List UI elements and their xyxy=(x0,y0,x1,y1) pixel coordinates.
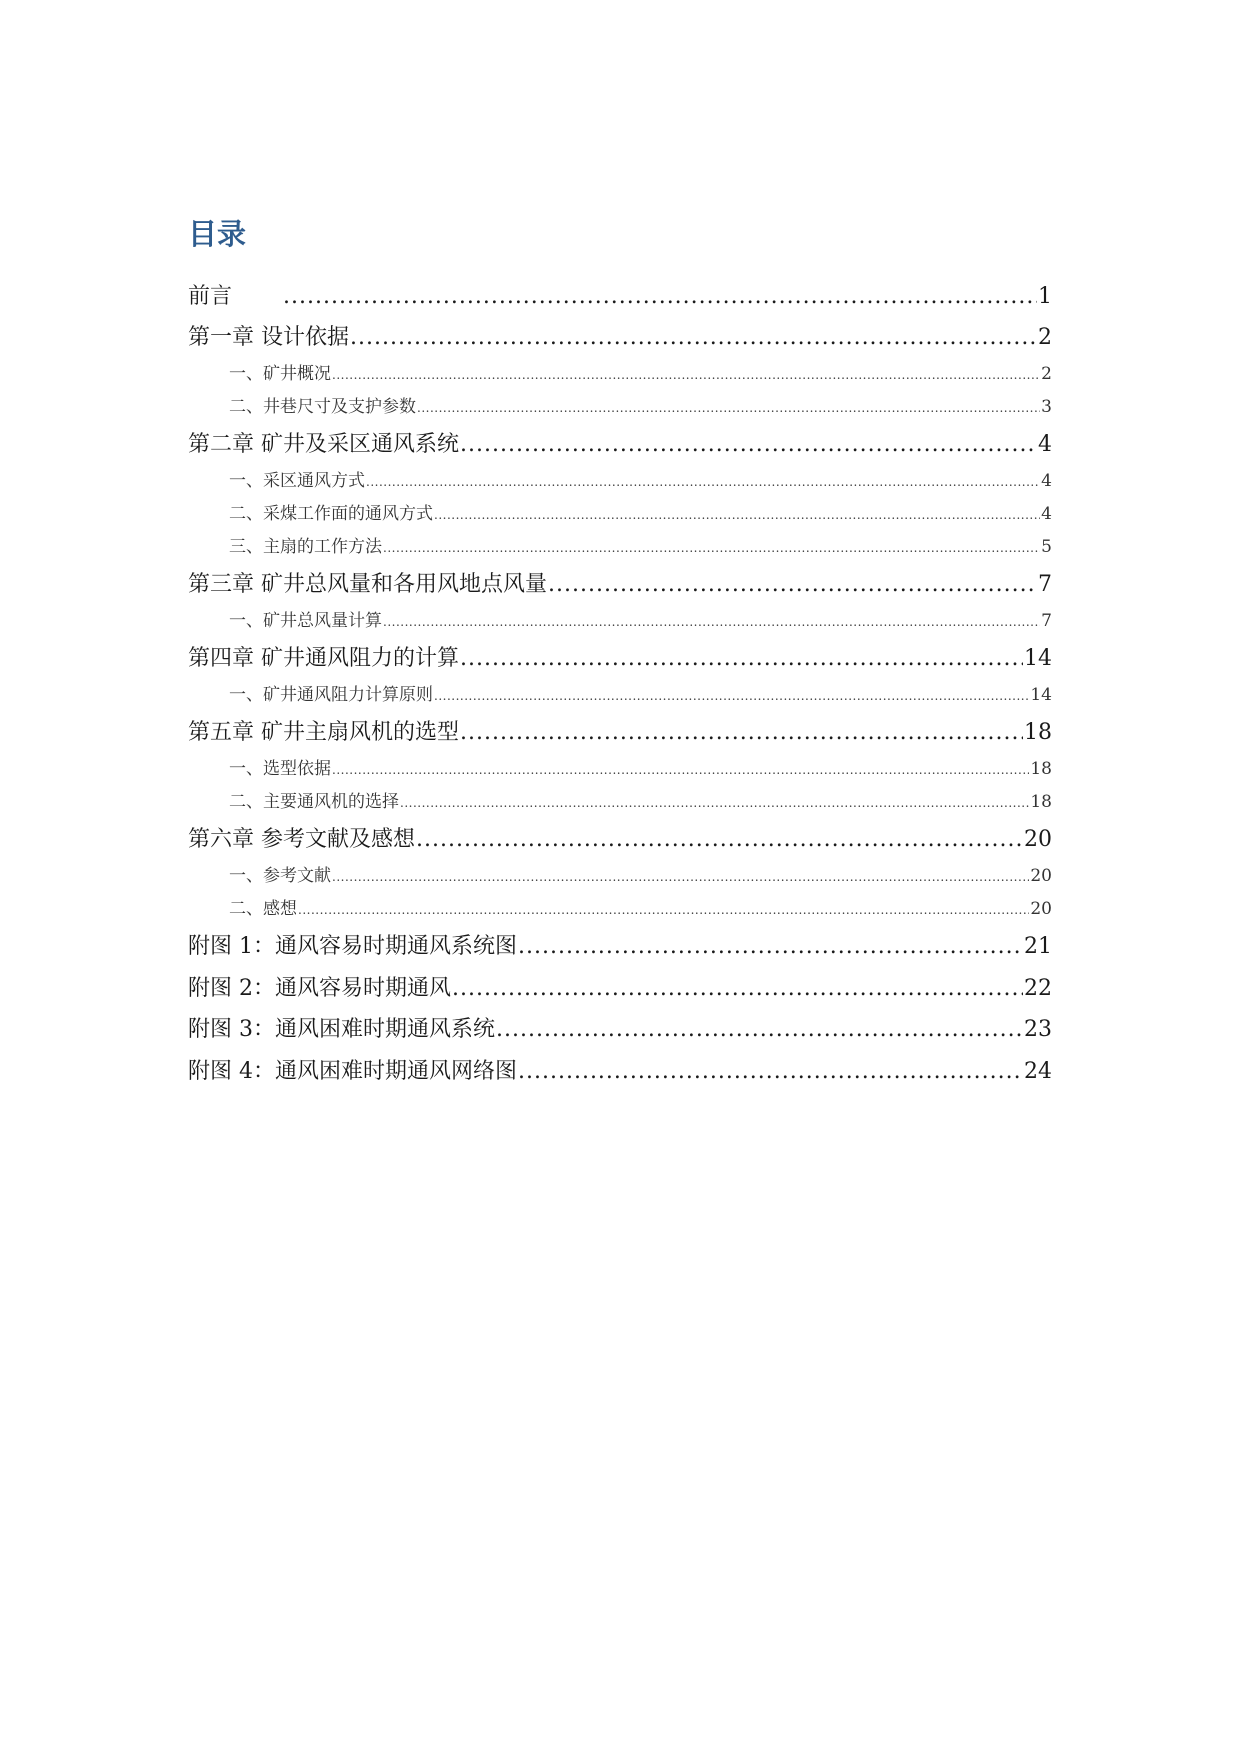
toc-page-number: 2 xyxy=(1038,325,1052,350)
toc-subentry[interactable] xyxy=(188,786,1052,819)
toc-subentry[interactable] xyxy=(188,860,1052,893)
toc-page-number: 20 xyxy=(1024,827,1052,852)
toc-page-number: 22 xyxy=(1024,975,1052,1001)
dot-leader xyxy=(332,754,1029,787)
dot-leader xyxy=(298,894,1029,927)
toc-entry-title: 第六章 参考文献及感想 xyxy=(188,827,415,852)
toc-entry[interactable] xyxy=(188,424,1052,465)
toc-page-number: 24 xyxy=(1024,1058,1052,1084)
toc-entry-title: 二、采煤工作面的通风方式 xyxy=(229,504,433,524)
toc-entry-title: 第五章 矿井主扇风机的选型 xyxy=(188,720,459,745)
toc-entry-title: 第四章 矿井通风阻力的计算 xyxy=(188,646,459,671)
toc-page-number: 2 xyxy=(1041,364,1052,384)
toc-entry-title: 附图 4：通风困难时期通风网络图 xyxy=(188,1058,517,1084)
toc-entry-title: 一、采区通风方式 xyxy=(229,471,365,491)
dot-leader xyxy=(434,680,1029,713)
toc-page-number: 14 xyxy=(1024,646,1052,671)
dot-leader xyxy=(416,819,1023,860)
toc-page-number: 18 xyxy=(1024,720,1052,745)
toc-subentry[interactable] xyxy=(188,531,1052,564)
toc-entry-title: 二、感想 xyxy=(229,899,297,919)
toc-entry-title: 附图 2：通风容易时期通风 xyxy=(188,975,451,1001)
toc-entry[interactable] xyxy=(188,968,1052,1010)
toc-page-number: 3 xyxy=(1041,397,1052,417)
toc-entry-title: 前言 xyxy=(188,284,233,309)
toc-entry-title: 一、矿井概况 xyxy=(229,364,331,384)
toc-page-number: 21 xyxy=(1024,934,1052,959)
toc-page-number: 14 xyxy=(1030,685,1052,705)
toc-title: 目录 xyxy=(188,217,247,251)
toc-page-number: 18 xyxy=(1030,759,1052,779)
toc-page-number: 1 xyxy=(1038,284,1052,309)
toc-page-number: 4 xyxy=(1041,504,1052,524)
dot-leader xyxy=(452,968,1023,1010)
toc-subentry[interactable] xyxy=(188,391,1052,424)
toc-subentry[interactable] xyxy=(188,893,1052,926)
dot-leader xyxy=(460,712,1023,753)
toc-entry[interactable] xyxy=(188,564,1052,605)
toc-entry-title: 三、主扇的工作方法 xyxy=(229,537,382,557)
toc-entry-title: 第三章 矿井总风量和各用风地点风量 xyxy=(188,572,547,597)
dot-leader xyxy=(548,564,1037,605)
toc-entry[interactable] xyxy=(188,819,1052,860)
toc-entry-title: 一、参考文献 xyxy=(229,866,331,886)
toc-entry-title: 二、井巷尺寸及支护参数 xyxy=(229,397,416,417)
toc-entry-title: 第一章 设计依据 xyxy=(188,325,349,350)
toc-entry[interactable] xyxy=(188,926,1052,968)
dot-leader xyxy=(332,861,1029,894)
dot-leader xyxy=(496,1009,1023,1051)
toc-subentry[interactable] xyxy=(188,358,1052,391)
toc-page-number: 4 xyxy=(1038,432,1052,457)
toc-page-number: 20 xyxy=(1030,899,1052,919)
dot-leader xyxy=(366,466,1040,499)
toc-page-number: 7 xyxy=(1041,611,1052,631)
toc-entry-title: 一、矿井通风阻力计算原则 xyxy=(229,685,433,705)
dot-leader xyxy=(434,499,1040,532)
toc-entry-title: 附图 3：通风困难时期通风系统 xyxy=(188,1017,495,1042)
toc-subentry[interactable] xyxy=(188,753,1052,786)
dot-leader xyxy=(460,424,1037,465)
toc-entry-title: 二、主要通风机的选择 xyxy=(229,792,399,812)
toc-entry[interactable] xyxy=(188,1009,1052,1051)
toc-page-number: 23 xyxy=(1024,1017,1052,1042)
toc-entry[interactable] xyxy=(188,276,1052,317)
toc-entry-title: 附图 1：通风容易时期通风系统图 xyxy=(188,934,517,959)
dot-leader xyxy=(383,532,1040,565)
toc-page-number: 4 xyxy=(1041,471,1052,491)
toc-subentry[interactable] xyxy=(188,605,1052,638)
toc-page-number: 18 xyxy=(1030,792,1052,812)
toc-subentry[interactable] xyxy=(188,498,1052,531)
dot-leader xyxy=(417,392,1040,425)
toc-page-number: 20 xyxy=(1030,866,1052,886)
toc-subentry[interactable] xyxy=(188,679,1052,712)
toc-subentry[interactable] xyxy=(188,465,1052,498)
dot-leader xyxy=(383,606,1040,639)
dot-leader xyxy=(518,1051,1023,1093)
dot-leader xyxy=(283,276,1037,317)
toc-entry[interactable] xyxy=(188,317,1052,358)
toc-entry[interactable] xyxy=(188,1051,1052,1093)
toc-page-number: 5 xyxy=(1041,537,1052,557)
toc-entry[interactable] xyxy=(188,638,1052,679)
dot-leader xyxy=(400,787,1029,820)
toc-entry-title: 一、矿井总风量计算 xyxy=(229,611,382,631)
toc-page-number: 7 xyxy=(1038,572,1052,597)
toc-entry-title: 第二章 矿井及采区通风系统 xyxy=(188,432,459,457)
dot-leader xyxy=(460,638,1023,679)
dot-leader xyxy=(332,359,1040,392)
table-of-contents xyxy=(188,276,1052,1092)
toc-entry-title: 一、选型依据 xyxy=(229,759,331,779)
toc-entry[interactable] xyxy=(188,712,1052,753)
dot-leader xyxy=(518,926,1023,968)
dot-leader xyxy=(350,317,1037,358)
